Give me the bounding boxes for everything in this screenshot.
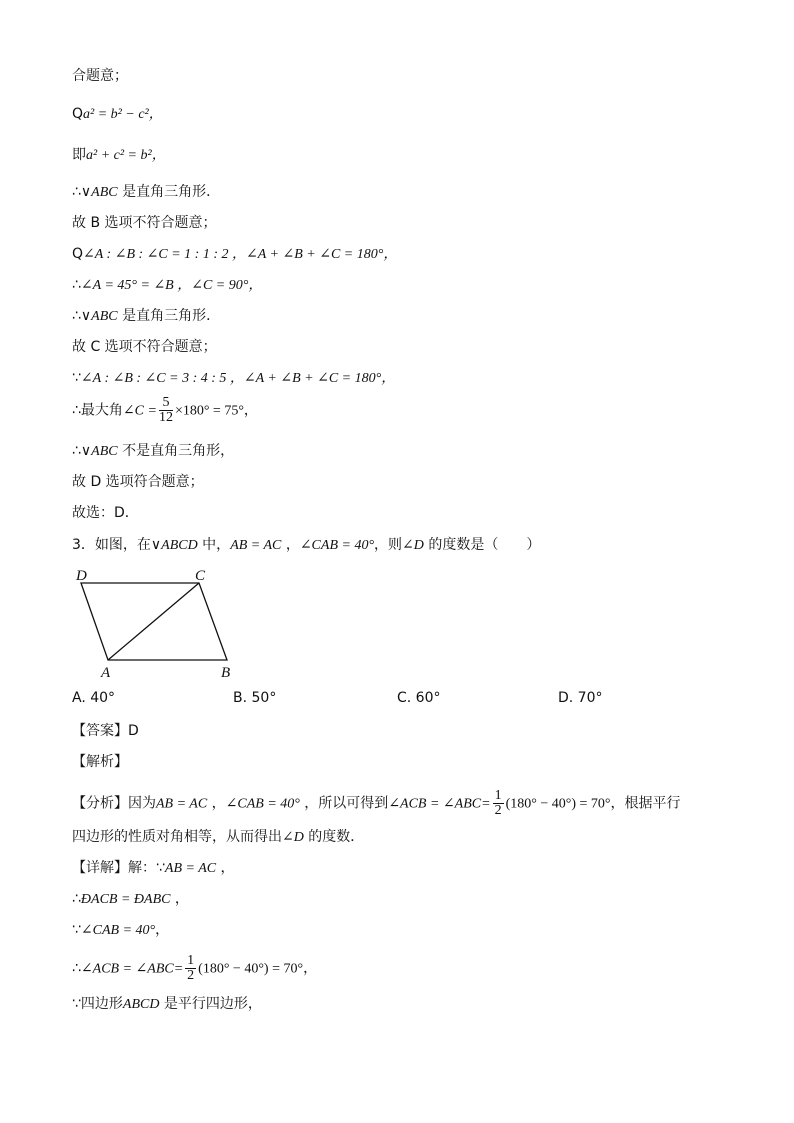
- triangle-symbol: ∨ABC: [80, 309, 118, 324]
- line-12: [72, 441, 234, 462]
- line-2: [72, 104, 163, 125]
- line-11: [72, 396, 258, 425]
- fraction-denominator: 2: [494, 803, 502, 818]
- detail-line-2: [72, 889, 189, 910]
- analysis-tag: 【分析】: [72, 795, 128, 812]
- equation: a² + c² = b²，: [86, 148, 166, 163]
- text: ∴: [72, 443, 81, 459]
- text: ，: [303, 960, 318, 977]
- text: ∴: [72, 184, 81, 200]
- line-3: [72, 145, 166, 166]
- text: ，: [170, 891, 189, 907]
- text: ∵: [72, 922, 81, 938]
- text: ∵四边形: [72, 996, 123, 1012]
- triangle-symbol: ∨ABC: [80, 444, 118, 459]
- analysis-line-2: [72, 827, 364, 848]
- text: 故选：D．: [72, 505, 139, 521]
- fraction-denominator: 2: [187, 968, 195, 983]
- fraction-numerator: 1: [494, 788, 502, 803]
- equation: ×180° = 75°，: [174, 403, 258, 419]
- equation: a² = b² − c²，: [83, 107, 163, 122]
- fraction: [185, 954, 196, 983]
- option-c: C. 60°: [397, 690, 441, 706]
- line-6: [72, 244, 397, 265]
- parallelogram-symbol: ∨ABCD: [150, 538, 198, 553]
- text: 【解析】: [72, 754, 128, 770]
- text: 3．如图，在: [72, 537, 151, 553]
- text: 的度数．: [303, 829, 365, 845]
- text: 故 D 选项符合题意；: [72, 474, 204, 490]
- text: 的度数是（ ）: [423, 537, 541, 553]
- fraction: [493, 789, 504, 818]
- text: 中，: [197, 537, 231, 553]
- text: ∴: [72, 891, 81, 907]
- line-5: [72, 213, 217, 233]
- equation: ∠A = 45° = ∠B ，∠C = 90°，: [80, 278, 263, 293]
- line-7: [72, 275, 262, 296]
- text: 是平行四边形，: [159, 996, 262, 1012]
- detail-line-1: [72, 858, 235, 879]
- vertex-label-d: D: [76, 568, 87, 584]
- equation: ∠CAB = 40°: [299, 538, 375, 553]
- text: 四边形的性质对角相等，从而得出: [72, 829, 282, 845]
- text: 故 C 选项不符合题意；: [72, 339, 217, 355]
- detail-tag: 【详解】: [72, 860, 128, 876]
- text: ，: [281, 537, 300, 553]
- line-9: [72, 337, 217, 357]
- analysis-heading: [72, 752, 128, 772]
- analysis-line-1: [72, 789, 680, 818]
- text: ，: [155, 922, 170, 938]
- text: ，根据平行: [610, 795, 681, 812]
- equation: AB = AC: [156, 796, 208, 812]
- line-10: [72, 368, 395, 389]
- text: ，所以可得到: [299, 795, 389, 812]
- text: 是直角三角形．: [117, 184, 221, 200]
- vertex-label-b: B: [221, 665, 231, 681]
- equation: ∠CAB = 40°: [80, 923, 156, 938]
- question-3: [72, 535, 540, 556]
- line-4: [72, 182, 220, 203]
- text: 【答案】D: [72, 723, 139, 739]
- line-8: [72, 306, 220, 327]
- text: 合题意；: [72, 68, 128, 84]
- line-14: [72, 503, 139, 523]
- text: ∴: [72, 308, 81, 324]
- text: 不是直角三角形，: [117, 443, 235, 459]
- text: ∴最大角: [72, 402, 123, 419]
- equation: ∠A : ∠B : ∠C = 1 : 1 : 2 ，∠A + ∠B + ∠C = 180°，: [83, 247, 398, 262]
- text: ，: [216, 860, 235, 876]
- vertex-label-a: A: [101, 665, 111, 681]
- equation: (180° − 40°) = 70°: [198, 961, 304, 977]
- text: 解：∵: [128, 860, 165, 876]
- vertex-label-c: C: [195, 568, 206, 584]
- text: Q: [72, 106, 84, 122]
- equation: ∠C =: [122, 403, 157, 419]
- detail-line-4: [72, 954, 317, 983]
- equation: ∠CAB = 40°: [225, 796, 300, 812]
- text: ，则: [374, 537, 403, 553]
- fraction-numerator: 5: [159, 396, 173, 411]
- answer-line: [72, 721, 139, 741]
- equation: ÐACB = ÐABC: [80, 892, 171, 907]
- text: 即: [72, 147, 86, 163]
- equation: ∠D: [402, 538, 424, 553]
- triangle-symbol: ∨ABC: [80, 185, 118, 200]
- fraction-numerator: 1: [187, 953, 195, 968]
- detail-line-3: [72, 920, 169, 941]
- option-b: B. 50°: [233, 690, 277, 706]
- equation: AB = AC: [230, 538, 282, 553]
- fraction: [159, 396, 173, 425]
- option-d: D. 70°: [558, 690, 603, 706]
- text: Q: [72, 246, 84, 262]
- equation: ∠A : ∠B : ∠C = 3 : 4 : 5 ，∠A + ∠B + ∠C = 180°，: [80, 371, 396, 386]
- text: ，: [207, 795, 226, 812]
- equation: ∠ACB = ∠ABC=: [80, 961, 184, 977]
- equation: (180° − 40°) = 70°: [505, 796, 611, 812]
- equation: AB = AC: [164, 861, 217, 876]
- fraction-denominator: 12: [158, 410, 173, 425]
- equation: ABCD: [122, 997, 160, 1012]
- line-13: [72, 472, 204, 492]
- text: ∴: [72, 960, 81, 977]
- option-a: A. 40°: [72, 690, 116, 706]
- text: ∵: [72, 370, 81, 386]
- text: 因为: [128, 795, 156, 812]
- text: 故 B 选项不符合题意；: [72, 215, 217, 231]
- equation: ∠ACB = ∠ABC=: [388, 796, 491, 812]
- equation: ∠D: [282, 830, 304, 845]
- diagonal-ac: [108, 583, 199, 660]
- detail-line-5: [72, 994, 262, 1015]
- line-1: [72, 66, 128, 86]
- text: 是直角三角形．: [117, 308, 221, 324]
- parallelogram-figure: [70, 565, 240, 685]
- text: ∴: [72, 277, 81, 293]
